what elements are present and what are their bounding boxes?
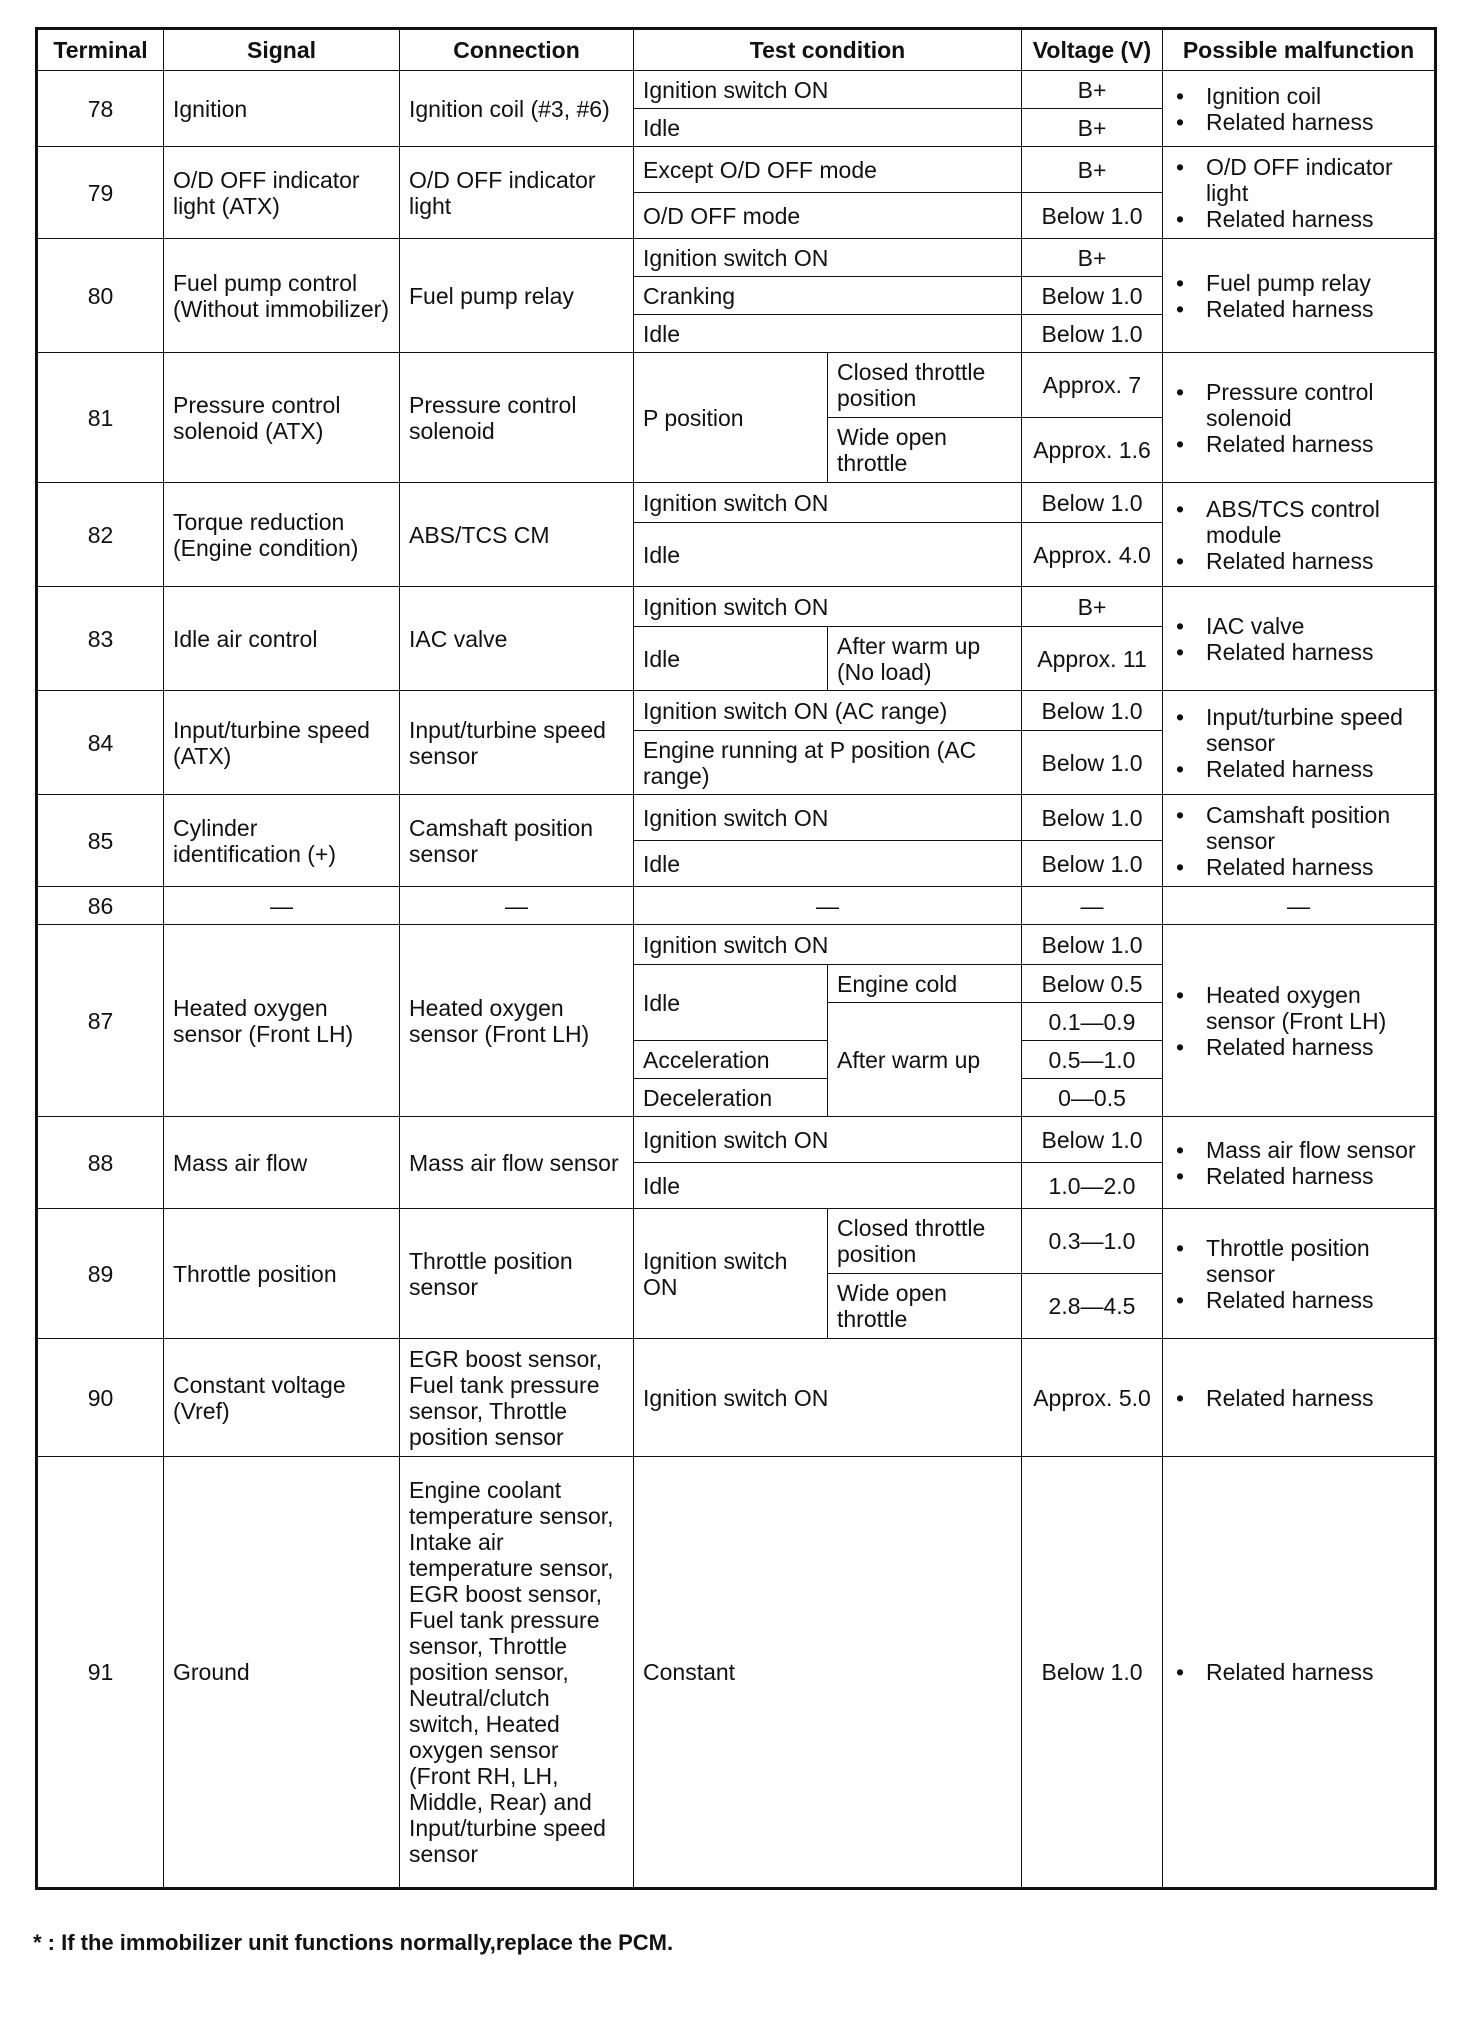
terminal-number: 87 [37,925,164,1117]
signal-cell: Cylinder identification (+) [164,795,400,887]
malfunction-item: • Related harness [1172,296,1425,322]
terminal-number: 90 [37,1339,164,1457]
terminal-number: 81 [37,353,164,483]
signal-cell: Heated oxygen sensor (Front LH) [164,925,400,1117]
malfunction-cell [1163,239,1436,353]
malfunction-item: • O/D OFF indicator light [1172,154,1425,206]
malfunction-cell [1163,147,1436,239]
malfunction-cell [1163,691,1436,795]
connection-cell: Pressure control solenoid [400,353,634,483]
voltage-cell: Below 1.0 [1022,841,1163,887]
test-condition-cell: Idle [634,965,828,1041]
table-row [37,483,1436,523]
malfunction-cell [1163,71,1436,147]
footnote: * : If the immobilizer unit functions normally,replace the PCM. [33,1930,674,1955]
connection-cell: Mass air flow sensor [400,1117,634,1209]
voltage-cell: Below 1.0 [1022,193,1163,239]
test-condition-cell: Idle [634,1163,1022,1209]
connection-cell: Throttle position sensor [400,1209,634,1339]
signal-cell: Idle air control [164,587,400,691]
malfunction-item: • Fuel pump relay [1172,270,1425,296]
malfunction-cell [1163,1117,1436,1209]
test-condition-cell: Ignition switch ON [634,71,1022,109]
malfunction-cell [1163,353,1436,483]
connection-cell: — [400,887,634,925]
table-row [37,795,1436,841]
voltage-cell: Approx. 1.6 [1022,418,1163,483]
connection-cell: O/D OFF indicator light [400,147,634,239]
voltage-cell: B+ [1022,239,1163,277]
table-row [37,71,1436,109]
voltage-cell: Approx. 5.0 [1022,1339,1163,1457]
test-condition-cell: Ignition switch ON [634,1339,1022,1457]
table-row [37,1339,1436,1457]
voltage-cell: Below 1.0 [1022,1117,1163,1163]
malfunction-cell [1163,1209,1436,1339]
table-row [37,147,1436,193]
terminal-number: 84 [37,691,164,795]
malfunction-item: • Related harness [1172,1385,1425,1411]
signal-cell: Ignition [164,71,400,147]
test-condition-cell: Ignition switch ON [634,587,1022,627]
malfunction-item: • Related harness [1172,548,1425,574]
malfunction-item: • ABS/TCS control module [1172,496,1425,548]
voltage-cell: Below 1.0 [1022,277,1163,315]
connection-cell: Input/turbine speed sensor [400,691,634,795]
header-row [37,29,1436,71]
test-condition-cell: Deceleration [634,1079,828,1117]
malfunction-item: • Camshaft position sensor [1172,802,1425,854]
malfunction-item: • Heated oxygen sensor (Front LH) [1172,982,1425,1034]
malfunction-item: • Related harness [1172,1287,1425,1313]
malfunction-cell [1163,483,1436,587]
connection-cell: ABS/TCS CM [400,483,634,587]
table-row [37,1117,1436,1163]
terminal-number: 80 [37,239,164,353]
voltage-cell: B+ [1022,147,1163,193]
test-condition-cell: Idle [634,109,1022,147]
table-row [37,1209,1436,1274]
malfunction-item: • Related harness [1172,639,1425,665]
test-condition-cell: Ignition switch ON [634,925,1022,965]
malfunction-item: • Pressure control solenoid [1172,379,1425,431]
malfunction-cell: — [1163,887,1436,925]
voltage-cell: Below 1.0 [1022,795,1163,841]
test-condition-cell: Engine running at P position (AC range) [634,731,1022,795]
test-condition-cell: Ignition switch ON [634,483,1022,523]
malfunction-item: • Related harness [1172,431,1425,457]
malfunction-item: • Throttle position sensor [1172,1235,1425,1287]
test-subcondition-cell: Wide open throttle [828,418,1022,483]
table-row [37,1457,1436,1889]
test-subcondition-cell: Wide open throttle [828,1274,1022,1339]
voltage-cell: B+ [1022,587,1163,627]
voltage-cell: 0.3—1.0 [1022,1209,1163,1274]
test-condition-cell: Ignition switch ON [634,239,1022,277]
test-condition-cell: Idle [634,523,1022,587]
table-row [37,239,1436,277]
voltage-cell: Below 0.5 [1022,965,1163,1003]
voltage-cell: Approx. 11 [1022,627,1163,691]
signal-cell: Constant voltage (Vref) [164,1339,400,1457]
malfunction-cell [1163,1457,1436,1889]
test-condition-cell: Ignition switch ON [634,1117,1022,1163]
voltage-cell: 2.8—4.5 [1022,1274,1163,1339]
signal-cell: O/D OFF indicator light (ATX) [164,147,400,239]
malfunction-item: • Related harness [1172,109,1425,135]
malfunction-item: • Mass air flow sensor [1172,1137,1425,1163]
header-signal: Signal [164,29,400,71]
test-condition-cell: O/D OFF mode [634,193,1022,239]
test-condition-cell: Except O/D OFF mode [634,147,1022,193]
malfunction-item: • Related harness [1172,1659,1425,1685]
test-subcondition-cell: Closed throttle position [828,1209,1022,1274]
voltage-cell: Below 1.0 [1022,483,1163,523]
test-condition-cell: Ignition switch ON [634,795,1022,841]
header-connection: Connection [400,29,634,71]
malfunction-item: • Related harness [1172,854,1425,880]
voltage-cell: Approx. 4.0 [1022,523,1163,587]
voltage-cell: B+ [1022,71,1163,109]
connection-cell: Camshaft position sensor [400,795,634,887]
signal-cell: Pressure control solenoid (ATX) [164,353,400,483]
signal-cell: — [164,887,400,925]
connection-cell: EGR boost sensor, Fuel tank pressure sensor, Throttle position sensor [400,1339,634,1457]
signal-cell: Torque reduction (Engine condition) [164,483,400,587]
table-row [37,887,1436,925]
test-condition-cell: Ignition switch ON [634,1209,828,1339]
voltage-cell: Below 1.0 [1022,315,1163,353]
malfunction-cell [1163,795,1436,887]
header-voltage: Voltage (V) [1022,29,1163,71]
signal-cell: Mass air flow [164,1117,400,1209]
test-condition-cell: Ignition switch ON (AC range) [634,691,1022,731]
malfunction-cell [1163,925,1436,1117]
malfunction-cell [1163,587,1436,691]
voltage-cell: Below 1.0 [1022,731,1163,795]
signal-cell: Throttle position [164,1209,400,1339]
table-row [37,353,1436,418]
test-condition-cell: P position [634,353,828,483]
malfunction-cell [1163,1339,1436,1457]
voltage-cell: Below 1.0 [1022,691,1163,731]
test-condition-cell: Cranking [634,277,1022,315]
test-condition-cell: Idle [634,627,828,691]
signal-cell: Fuel pump control (Without immobilizer) [164,239,400,353]
test-condition-cell: Acceleration [634,1041,828,1079]
pcm-terminal-voltage-table [35,27,1437,1890]
connection-cell: Heated oxygen sensor (Front LH) [400,925,634,1117]
malfunction-item: • Related harness [1172,756,1425,782]
test-subcondition-cell: After warm up (No load) [828,627,1022,691]
voltage-cell: 0.1—0.9 [1022,1003,1163,1041]
terminal-number: 79 [37,147,164,239]
test-subcondition-cell: Closed throttle position [828,353,1022,418]
connection-cell: Engine coolant temperature sensor, Intake air temperature sensor, EGR boost sensor, Fuel tank pressure sensor, Throttle position sensor, Neutral/clutch switch, Heated oxygen sensor (Front RH, LH, Middle, Rear) and Input/turbine speed sensor [400,1457,634,1889]
malfunction-item: • Ignition coil [1172,83,1425,109]
table-row [37,587,1436,627]
test-condition-cell: Idle [634,315,1022,353]
voltage-cell: 0—0.5 [1022,1079,1163,1117]
terminal-number: 91 [37,1457,164,1889]
terminal-voltage-table-sheet [35,27,1434,1890]
voltage-cell: Approx. 7 [1022,353,1163,418]
connection-cell: IAC valve [400,587,634,691]
header-terminal: Terminal [37,29,164,71]
test-subcondition-cell: Engine cold [828,965,1022,1003]
voltage-cell: Below 1.0 [1022,1457,1163,1889]
test-condition-cell: Constant [634,1457,1022,1889]
terminal-number: 86 [37,887,164,925]
terminal-number: 78 [37,71,164,147]
table-row [37,925,1436,965]
malfunction-item: • Related harness [1172,1163,1425,1189]
malfunction-item: • Input/turbine speed sensor [1172,704,1425,756]
connection-cell: Ignition coil (#3, #6) [400,71,634,147]
terminal-number: 82 [37,483,164,587]
connection-cell: Fuel pump relay [400,239,634,353]
signal-cell: Ground [164,1457,400,1889]
voltage-cell: Below 1.0 [1022,925,1163,965]
terminal-number: 89 [37,1209,164,1339]
malfunction-item: • IAC valve [1172,613,1425,639]
signal-cell: Input/turbine speed (ATX) [164,691,400,795]
terminal-number: 88 [37,1117,164,1209]
terminal-number: 83 [37,587,164,691]
voltage-cell: 0.5—1.0 [1022,1041,1163,1079]
terminal-number: 85 [37,795,164,887]
test-condition-cell: — [634,887,1022,925]
test-condition-cell: Idle [634,841,1022,887]
voltage-cell: — [1022,887,1163,925]
header-malfunction: Possible malfunction [1163,29,1436,71]
test-subcondition-cell: After warm up [828,1003,1022,1117]
malfunction-item: • Related harness [1172,206,1425,232]
voltage-cell: B+ [1022,109,1163,147]
table-row [37,691,1436,731]
malfunction-item: • Related harness [1172,1034,1425,1060]
voltage-cell: 1.0—2.0 [1022,1163,1163,1209]
header-test-condition: Test condition [634,29,1022,71]
